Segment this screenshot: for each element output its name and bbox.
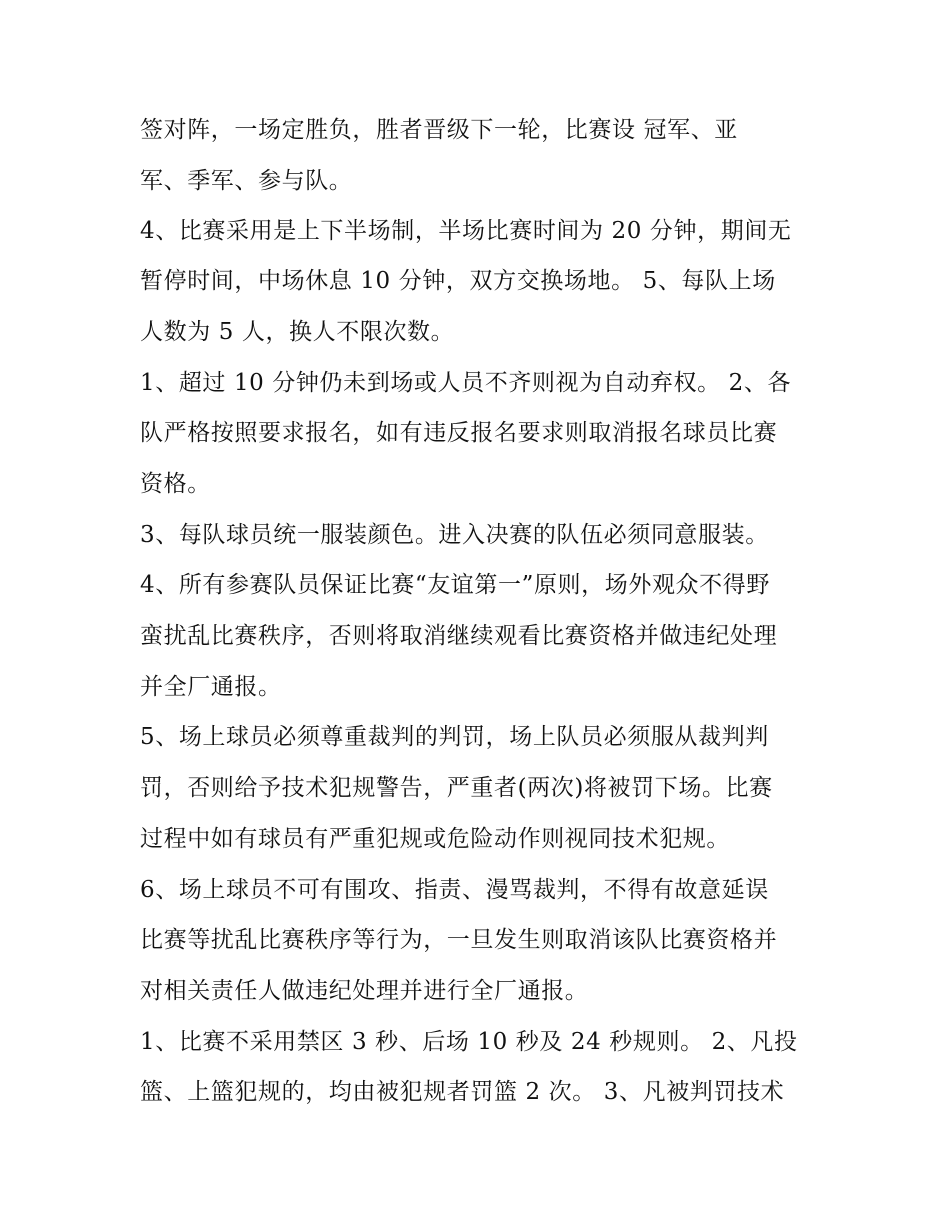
text-line: 资格。 bbox=[140, 471, 211, 497]
text-line: 3、每队球员统一服装颜色。进入决赛的队伍必须同意服装。 bbox=[140, 522, 769, 548]
text-line: 蛮扰乱比赛秩序，否则将取消继续观看比赛资格并做违纪处理 bbox=[140, 623, 778, 649]
text-line: 5、场上球员必须尊重裁判的判罚，场上队员必须服从裁判判 bbox=[140, 724, 769, 750]
text-line: 对相关责任人做违纪处理并进行全厂通报。 bbox=[140, 978, 589, 1004]
text-line: 人数为 5 人，换人不限次数。 bbox=[140, 319, 455, 345]
text-line: 罚，否则给予技术犯规警告，严重者(两次)将被罚下场。比赛 bbox=[140, 775, 773, 801]
text-line: 4、所有参赛队员保证比赛“友谊第一”原则，场外观众不得野 bbox=[140, 572, 770, 598]
text-line: 并全厂通报。 bbox=[140, 674, 282, 700]
text-line: 暂停时间，中场休息 10 分钟，双方交换场地。 5、每队上场 bbox=[140, 268, 776, 294]
text-line: 军、季军、参与队。 bbox=[140, 168, 353, 194]
text-line: 篮、上篮犯规的，均由被犯规者罚篮 2 次。 3、凡被判罚技术 bbox=[140, 1079, 785, 1105]
text-line: 1、超过 10 分钟仍未到场或人员不齐则视为自动弃权。 2、各 bbox=[140, 370, 792, 396]
text-line: 比赛等扰乱比赛秩序等行为，一旦发生则取消该队比赛资格并 bbox=[140, 927, 778, 953]
text-line: 1、比赛不采用禁区 3 秒、后场 10 秒及 24 秒规则。 2、凡投 bbox=[140, 1029, 798, 1055]
text-line: 队严格按照要求报名，如有违反报名要求则取消报名球员比赛 bbox=[140, 420, 778, 446]
text-line: 4、比赛采用是上下半场制，半场比赛时间为 20 分钟，期间无 bbox=[140, 218, 792, 244]
text-line: 6、场上球员不可有围攻、指责、漫骂裁判，不得有故意延误 bbox=[140, 877, 769, 903]
text-line: 过程中如有球员有严重犯规或危险动作则视同技术犯规。 bbox=[140, 826, 730, 852]
text-line: 签对阵，一场定胜负，胜者晋级下一轮，比赛设 冠军、亚 bbox=[140, 117, 738, 143]
